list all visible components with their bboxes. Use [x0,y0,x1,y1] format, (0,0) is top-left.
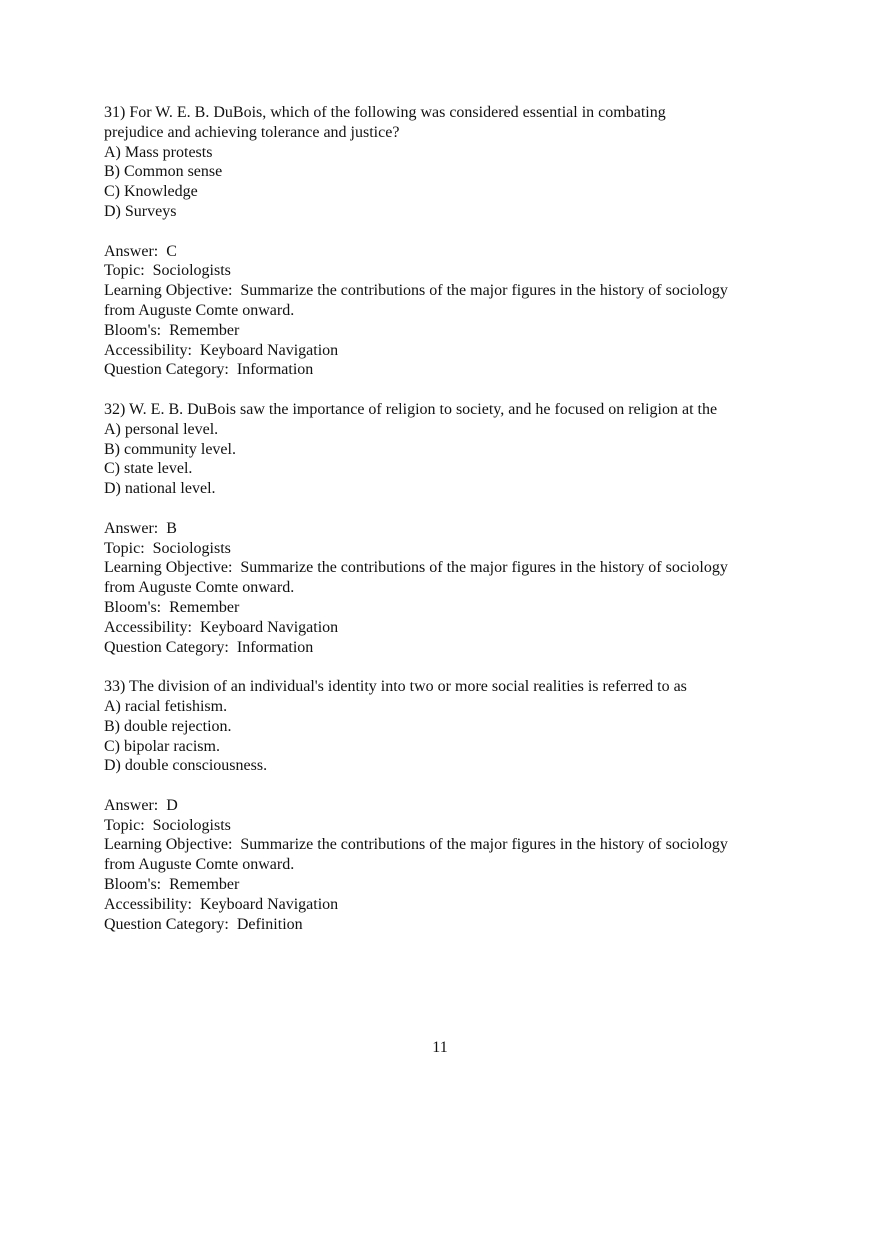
option-c: C) Knowledge [104,183,198,201]
question-stem-line: 31) For W. E. B. DuBois, which of the following was considered essential in combating [104,104,666,121]
topic-line: Topic: Sociologists [104,816,231,834]
option-d: D) national level. [104,480,216,498]
answer-line: Answer: B [104,519,177,537]
topic-line: Topic: Sociologists [104,539,231,557]
option-d: D) Surveys [104,202,177,220]
spacer [104,222,794,242]
question-stem-line: prejudice and achieving tolerance and justice? [104,123,400,141]
spacer [104,657,794,677]
question-31 [104,103,794,380]
question-stem-line: 33) The division of an individual's identity into two or more social realities is referred to as [104,678,687,696]
answer-line: Answer: C [104,242,177,260]
spacer [104,499,794,519]
learning-objective-line: Learning Objective: Summarize the contributions of the major figures in the history of sociology [104,836,728,854]
page-number: 11 [432,1039,448,1056]
document-page [104,103,794,934]
question-stem-line: 32) W. E. B. DuBois saw the importance of religion to society, and he focused on religion at the [104,400,718,418]
option-c: C) state level. [104,460,193,478]
option-a: A) personal level. [104,420,219,438]
learning-objective-line: from Auguste Comte onward. [104,856,295,874]
learning-objective-line: Learning Objective: Summarize the contributions of the major figures in the history of sociology [104,282,728,300]
option-b: B) Common sense [104,163,223,181]
blooms-line: Bloom's: Remember [104,876,240,894]
question-category-line: Question Category: Definition [104,915,303,933]
accessibility-line: Accessibility: Keyboard Navigation [104,618,339,636]
question-category-line: Question Category: Information [104,361,314,379]
option-a: A) racial fetishism. [104,697,228,715]
accessibility-line: Accessibility: Keyboard Navigation [104,341,339,359]
spacer [104,380,794,400]
accessibility-line: Accessibility: Keyboard Navigation [104,895,339,913]
spacer [104,776,794,796]
question-32 [104,400,794,657]
option-b: B) double rejection. [104,717,232,735]
learning-objective-line: from Auguste Comte onward. [104,579,295,597]
option-b: B) community level. [104,440,236,458]
option-c: C) bipolar racism. [104,737,220,755]
option-a: A) Mass protests [104,143,213,161]
option-d: D) double consciousness. [104,757,268,775]
learning-objective-line: from Auguste Comte onward. [104,301,295,319]
question-33 [104,677,794,934]
question-category-line: Question Category: Information [104,638,314,656]
blooms-line: Bloom's: Remember [104,598,240,616]
blooms-line: Bloom's: Remember [104,321,240,339]
answer-line: Answer: D [104,796,178,814]
topic-line: Topic: Sociologists [104,262,231,280]
learning-objective-line: Learning Objective: Summarize the contributions of the major figures in the history of sociology [104,559,728,577]
